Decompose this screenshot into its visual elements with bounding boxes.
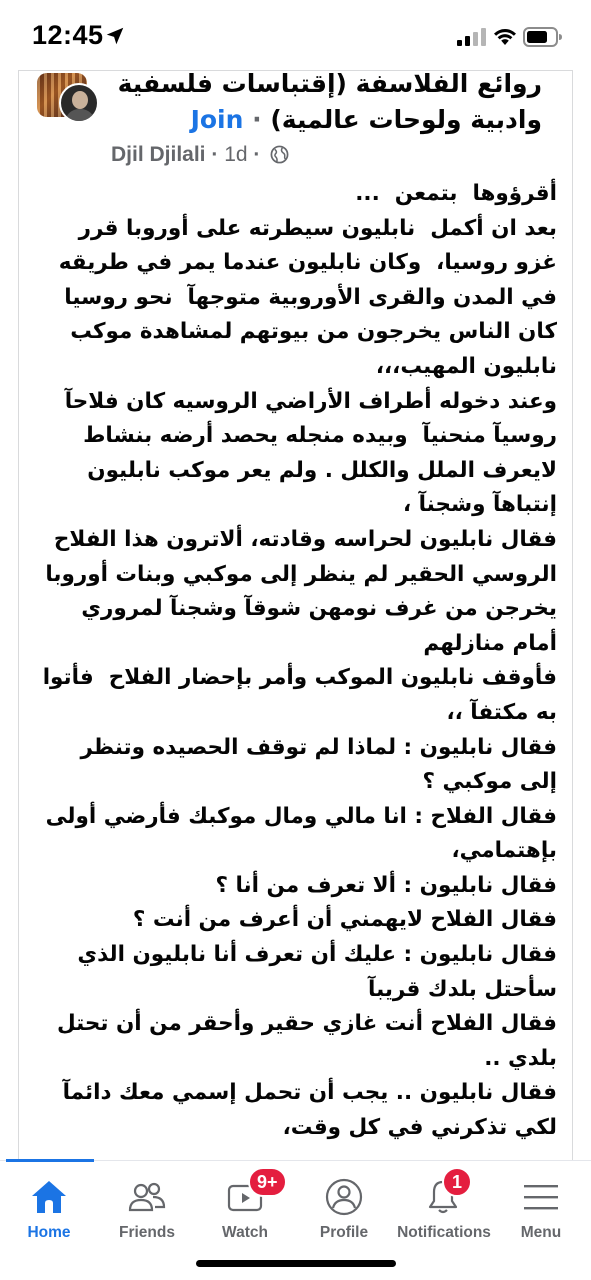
tab-notifications-label: Notifications xyxy=(397,1224,491,1241)
post-paragraph: فقال نابليون .. يجب أن تحمل إسمي معك دائمآ لكي تذكرني في كل وقت، xyxy=(55,1080,557,1141)
post-paragraph: فقال نابليون : عليك أن تعرف أنا نابليون الذي سأحتل بلدك قريبآ xyxy=(69,942,557,1002)
globe-icon xyxy=(270,145,289,164)
tab-home-label: Home xyxy=(27,1224,71,1241)
tab-home[interactable] xyxy=(0,1161,98,1245)
post-card xyxy=(18,70,573,1160)
post-paragraph: فقال الفلاح : انا مالي ومال موكبك فأرضي أولى بإهتمامي، xyxy=(38,803,557,864)
post-paragraph: وعند دخوله أطراف الأراضي الروسيه كان فلاحآ روسيآ منحنيآ وبيده منجله يحصد أرضه بنشاط لايعرف الملل والكلل . ولم يعر موكب نابليون إنتباهآ وشجنآ ، xyxy=(57,388,557,518)
home-indicator xyxy=(196,1260,396,1267)
post-paragraph: فأوقف نابليون الموكب وأمر بإحضار الفلاح فأتوا به مكتفآ ،، xyxy=(35,665,557,725)
post-paragraph: فقال الفلاح لايهمني أن أعرف من أنت ؟ xyxy=(132,907,557,933)
post-paragraph: أقرؤوها بتمعن ... xyxy=(355,181,557,206)
group-name-line2 xyxy=(191,105,542,134)
battery-icon xyxy=(523,27,563,47)
tab-watch[interactable] xyxy=(196,1161,294,1245)
tab-friends[interactable] xyxy=(98,1161,196,1245)
author-avatar[interactable] xyxy=(59,83,99,123)
post-meta xyxy=(111,143,289,167)
group-name-line1[interactable]: روائع الفلاسفة (إقتباسات فلسفية xyxy=(117,70,542,98)
status-time: 12:45 xyxy=(32,20,104,50)
menu-icon xyxy=(521,1177,561,1217)
profile-icon xyxy=(324,1177,364,1217)
notifications-badge: 1 xyxy=(442,1167,472,1197)
home-icon xyxy=(29,1177,69,1217)
separator-dot: · xyxy=(253,143,261,166)
post-paragraph: فقال نابليون : ألا تعرف من أنا ؟ xyxy=(215,872,557,898)
separator-dot: · xyxy=(211,143,219,166)
post-paragraph: بعد ان أكمل نابليون سيطرته على أوروبا قرر غزو روسيا، وكان نابليون عندما يمر في طريقه في المدن والقرى الأوروبية متوجهآ نحو روسيا كان الناس يخرجون من بيوتهم لمشاهدة موكب نابليون المهيب،،، xyxy=(51,215,557,379)
post-paragraph: فقال نابليون : لماذا لم توقف الحصيده وتنظر إلى موكبي ؟ xyxy=(72,734,557,795)
tab-menu[interactable] xyxy=(492,1161,590,1245)
tab-menu-label: Menu xyxy=(520,1224,562,1241)
wifi-icon xyxy=(493,26,517,46)
separator-dot: · xyxy=(252,105,262,134)
author-name[interactable]: Djil Djilali xyxy=(111,143,206,166)
join-button[interactable]: Join xyxy=(190,105,244,134)
status-bar xyxy=(0,0,591,72)
tab-friends-label: Friends xyxy=(119,1224,175,1241)
tab-profile-label: Profile xyxy=(319,1224,369,1241)
tab-notifications[interactable] xyxy=(394,1161,494,1245)
group-name-line2-text[interactable]: وادبية ولوحات عالمية) xyxy=(270,105,542,134)
location-arrow-icon xyxy=(104,25,126,47)
post-body[interactable] xyxy=(35,177,557,1146)
post-time[interactable]: 1d xyxy=(224,143,248,166)
watch-badge: 9+ xyxy=(248,1167,287,1197)
post-paragraph: فقال نابليون لحراسه وقادته، ألاترون هذا الفلاح الروسي الحقير لم ينظر إلى موكبي وبنات أوروبا يخرجن من غرف نومهن شوقآ وشجنآ لمروري أمام منازلهم xyxy=(37,526,557,656)
post-paragraph: فقال الفلاح أنت غازي حقير وأحقر من أن تحتل بلدي .. xyxy=(49,1011,557,1071)
cellular-signal-icon xyxy=(457,28,487,46)
tab-profile[interactable] xyxy=(295,1161,393,1245)
friends-icon xyxy=(127,1177,167,1217)
tab-watch-label: Watch xyxy=(222,1224,268,1241)
